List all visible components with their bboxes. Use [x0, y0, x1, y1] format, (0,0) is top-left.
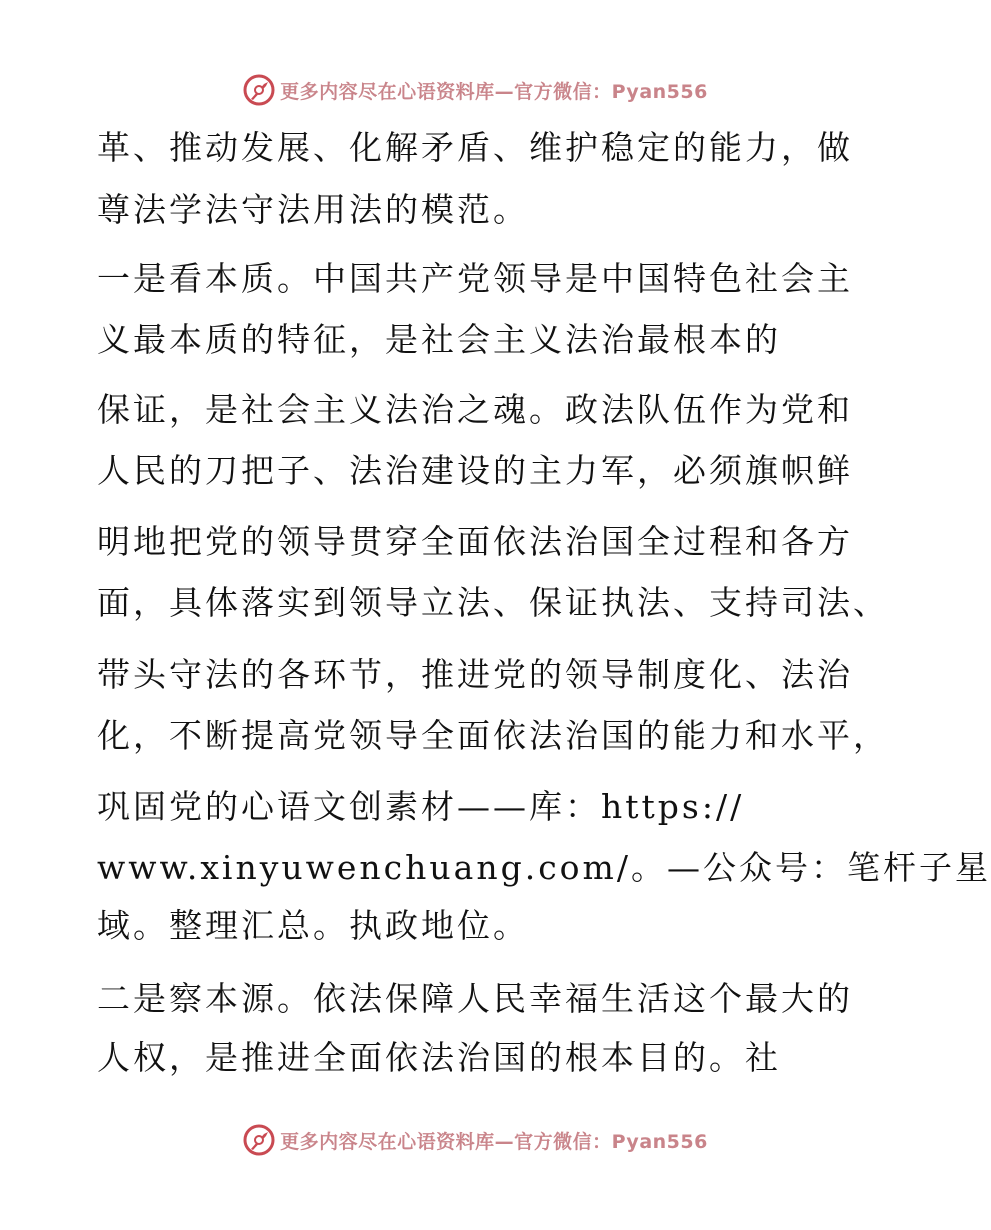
text-line: 尊法学法守法用法的模范。: [97, 190, 529, 229]
text-line: 域。整理汇总。执政地位。: [97, 906, 529, 945]
text-line: 带头守法的各环节，推进党的领导制度化、法治: [97, 655, 853, 694]
footer-banner: [0, 1120, 950, 1160]
text-line: 人权，是推进全面依法治国的根本目的。社: [97, 1038, 781, 1077]
banner-text: 更多内容尽在心语资料库—官方微信：Pyan556: [280, 80, 708, 103]
text-line: 一是看本质。中国共产党领导是中国特色社会主: [97, 259, 853, 298]
text-line: 人民的刀把子、法治建设的主力军，必须旗帜鲜: [97, 451, 853, 490]
text-line: 二是察本源。依法保障人民幸福生活这个最大的: [97, 979, 853, 1018]
text-line: 巩固党的心语文创素材——库：https://: [97, 787, 745, 826]
banner-text: 更多内容尽在心语资料库—官方微信：Pyan556: [280, 1130, 708, 1153]
text-line: 化，不断提高党领导全面依法治国的能力和水平，: [97, 716, 889, 755]
text-line: 革、推动发展、化解矛盾、维护稳定的能力，做: [97, 128, 853, 167]
quill-logo-icon: [242, 1123, 276, 1157]
text-line: 面，具体落实到领导立法、保证执法、支持司法、: [97, 583, 889, 622]
text-line: 明地把党的领导贯穿全面依法治国全过程和各方: [97, 522, 853, 561]
text-line: 义最本质的特征，是社会主义法治最根本的: [97, 320, 781, 359]
text-line: www.xinyuwenchuang.com/。—公众号：笔杆子星: [97, 848, 991, 887]
text-line: 保证，是社会主义法治之魂。政法队伍作为党和: [97, 390, 853, 429]
